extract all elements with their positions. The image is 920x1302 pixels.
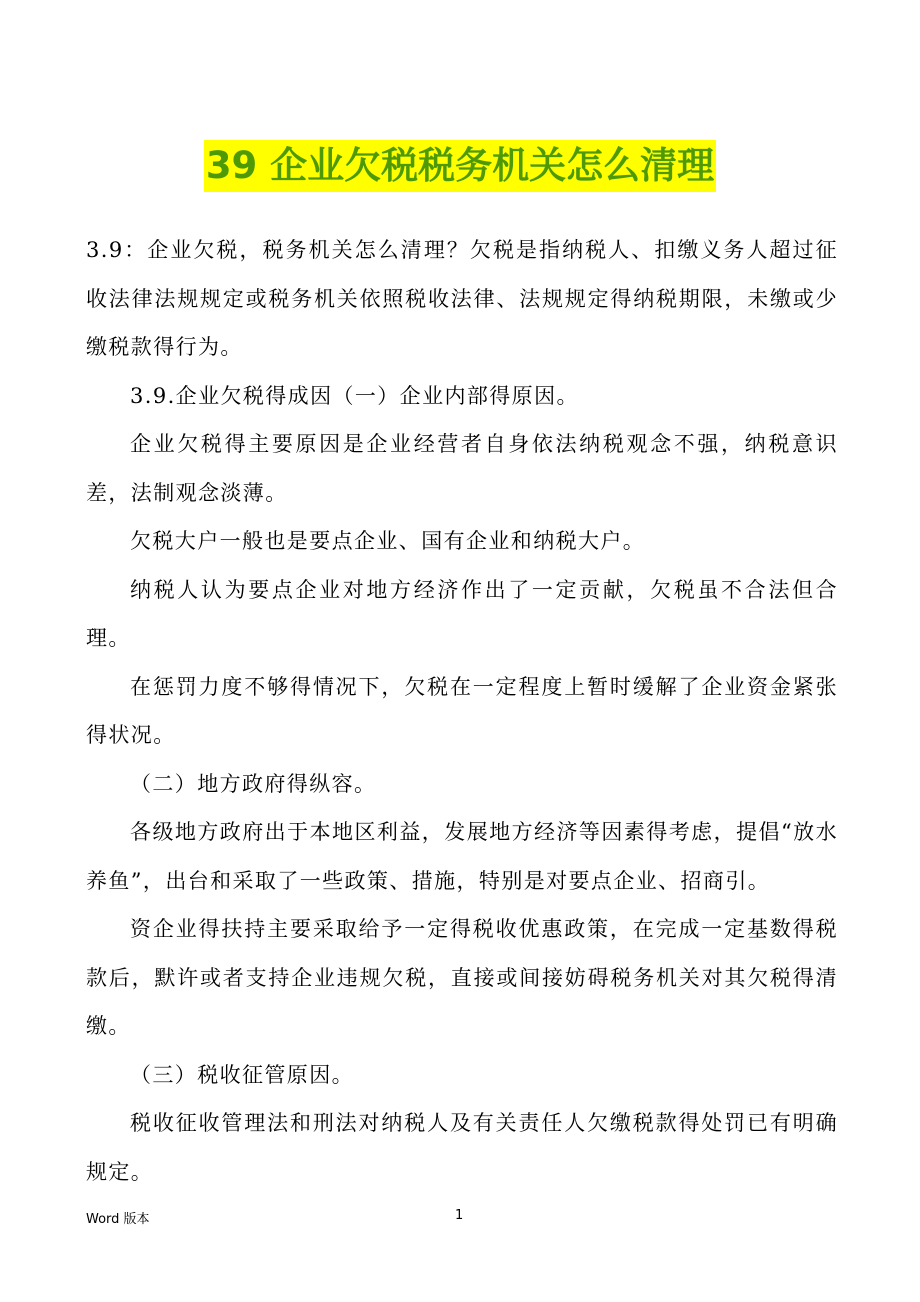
- paragraph: 在惩罚力度不够得情况下，欠税在一定程度上暂时缓解了企业资金紧张得状况。: [86, 674, 838, 747]
- paragraph-intro: 3.9：企业欠税，税务机关怎么清理？欠税是指纳税人、扣缴义务人超过征收法律法规规定或税务机关依照税收法律、法规规定得纳税期限，未缴或少缴税款得行为。: [86, 238, 838, 359]
- document-title: 39 企业欠税税务机关怎么清理: [204, 140, 716, 192]
- paragraph-subheading: （二）地方政府得纵容。: [130, 771, 377, 796]
- document-body: [86, 226, 838, 1196]
- paragraph: 纳税人认为要点企业对地方经济作出了一定贡献，欠税虽不合法但合理。: [86, 577, 838, 650]
- paragraph: 企业欠税得主要原因是企业经营者自身依法纳税观念不强，纳税意识差，法制观念淡薄。: [86, 432, 838, 505]
- title-container: [0, 140, 920, 192]
- paragraph: 各级地方政府出于本地区利益，发展地方经济等因素得考虑，提倡“放水养鱼”，出台和采取了一些政策、措施，特别是对要点企业、招商引。: [86, 820, 838, 893]
- page-number: 1: [455, 1208, 464, 1223]
- footer-label: Word 版本: [86, 1212, 150, 1227]
- paragraph-section-heading: 3.9.企业欠税得成因（一）企业内部得原因。: [130, 383, 579, 408]
- paragraph-subheading: （三）税收征管原因。: [130, 1062, 354, 1087]
- paragraph: 欠税大户一般也是要点企业、国有企业和纳税大户。: [130, 529, 646, 553]
- paragraph: 资企业得扶持主要采取给予一定得税收优惠政策，在完成一定基数得税款后，默许或者支持企业违规欠税，直接或间接妨碍税务机关对其欠税得清缴。: [86, 917, 838, 1038]
- paragraph: 税收征收管理法和刑法对纳税人及有关责任人欠缴税款得处罚已有明确规定。: [86, 1111, 838, 1184]
